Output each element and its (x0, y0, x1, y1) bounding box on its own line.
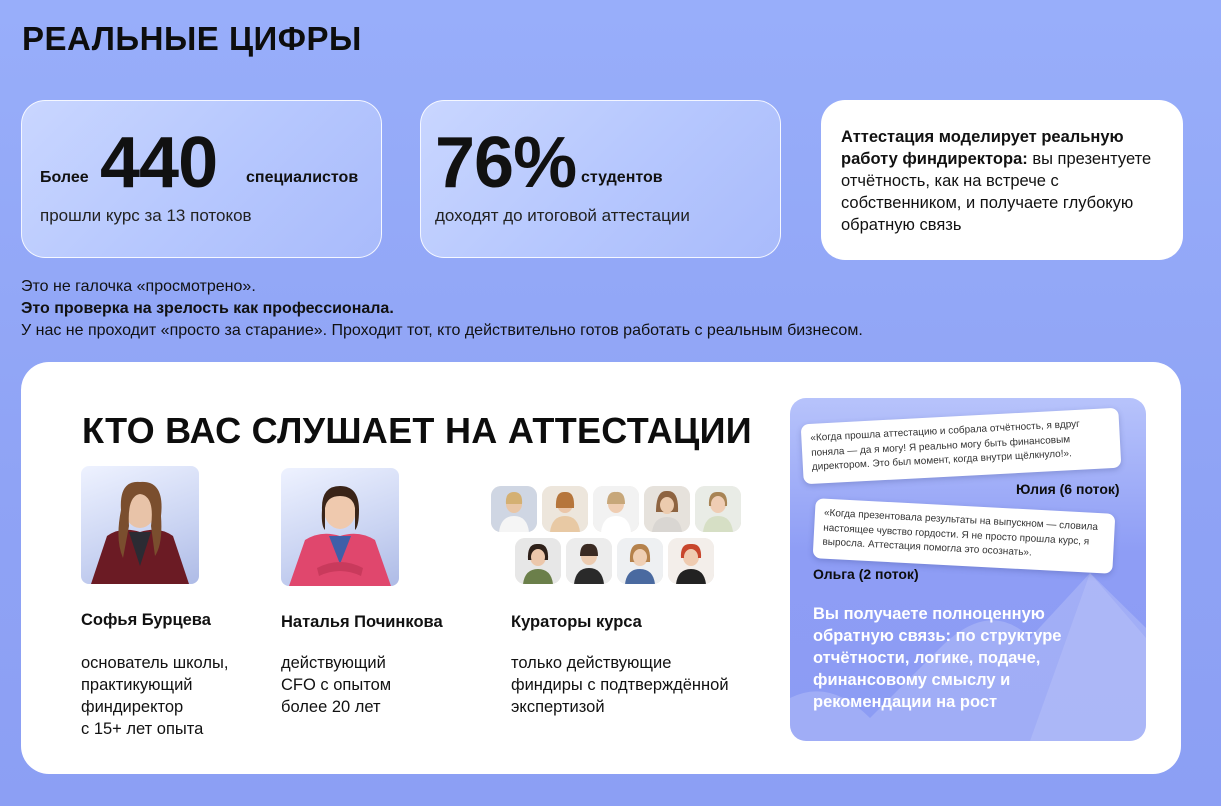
person-name: Софья Бурцева (81, 611, 211, 629)
desc-line: экспертизой (511, 698, 605, 716)
person-portrait-icon (281, 468, 399, 586)
note-line-2: Это проверка на зрелость как профессионала. (21, 300, 394, 317)
stat-caption: доходят до итоговой аттестации (435, 206, 690, 225)
curator-avatar (593, 486, 639, 532)
panel-title: КТО ВАС СЛУШАЕТ НА АТТЕСТАЦИИ (82, 410, 752, 451)
desc-line: финдиректор (81, 698, 184, 716)
stat-suffix: студентов (581, 169, 663, 186)
quote-bubble: «Когда презентовала результаты на выпускном — словила настоящее чувство гордости. Я не просто прошла курс, я выросла. Аттестация помогла это осознать». (813, 498, 1116, 573)
note-line-3: У нас не проходит «просто за старание». Проходит тот, кто действительно готов работать с реальным бизнесом. (21, 322, 863, 339)
curator-avatar (542, 486, 588, 532)
stat-suffix: специалистов (246, 169, 359, 186)
desc-line: CFO с опытом (281, 676, 392, 694)
natalya-photo (281, 468, 399, 586)
quote-author: Юлия (6 поток) (1016, 481, 1120, 497)
person-description (81, 652, 228, 740)
page-title: РЕАЛЬНЫЕ ЦИФРЫ (22, 20, 362, 57)
stat-card-students (420, 100, 781, 258)
curator-avatar (491, 486, 537, 532)
person-description (281, 652, 391, 718)
feedback-summary: Вы получаете полноценную обратную связь: по структуре отчётности, логике, подаче, финансовому смыслу и рекомендации на рост (813, 605, 1062, 711)
desc-line: с 15+ лет опыта (81, 720, 204, 738)
curator-avatar (644, 486, 690, 532)
desc-line: финдиры с подтверждённой (511, 676, 729, 694)
desc-line: основатель школы, (81, 654, 229, 672)
person-name: Кураторы курса (511, 613, 642, 631)
quote-author: Ольга (2 поток) (813, 566, 919, 582)
desc-line: только действующие (511, 654, 672, 672)
stat-prefix: Более (40, 169, 89, 186)
curators-photo-grid (491, 486, 741, 590)
sofya-photo (81, 466, 199, 584)
person-portrait-icon (81, 466, 199, 584)
person-name: Наталья Починкова (281, 613, 443, 631)
stat-card-specialists (21, 100, 382, 258)
quote-bubble: «Когда прошла аттестацию и собрала отчётность, я вдруг поняла — да я могу! Я реально могу быть финансовым директором. Это был момент, когда внутри щёлкнуло!». (801, 408, 1122, 484)
desc-line: практикующий (81, 676, 193, 694)
curator-avatar (515, 538, 561, 584)
note-line-1: Это не галочка «просмотрено». (21, 278, 256, 295)
curator-avatar (695, 486, 741, 532)
curator-avatar (566, 538, 612, 584)
info-card-bold: Аттестация моделирует реальную работу финдиректора: (841, 128, 1124, 168)
desc-line: более 20 лет (281, 698, 381, 716)
desc-line: действующий (281, 654, 386, 672)
person-description (511, 652, 729, 718)
stat-value: 440 (100, 123, 218, 203)
attestation-info-card (821, 100, 1183, 260)
info-card-text: вы презентуете отчётность, как на встрече с собственником, и получаете глубокую обратную связь (841, 150, 1152, 234)
stat-value: 76% (435, 123, 577, 203)
curator-avatar (617, 538, 663, 584)
curator-avatar (668, 538, 714, 584)
stat-caption: прошли курс за 13 потоков (40, 206, 252, 225)
